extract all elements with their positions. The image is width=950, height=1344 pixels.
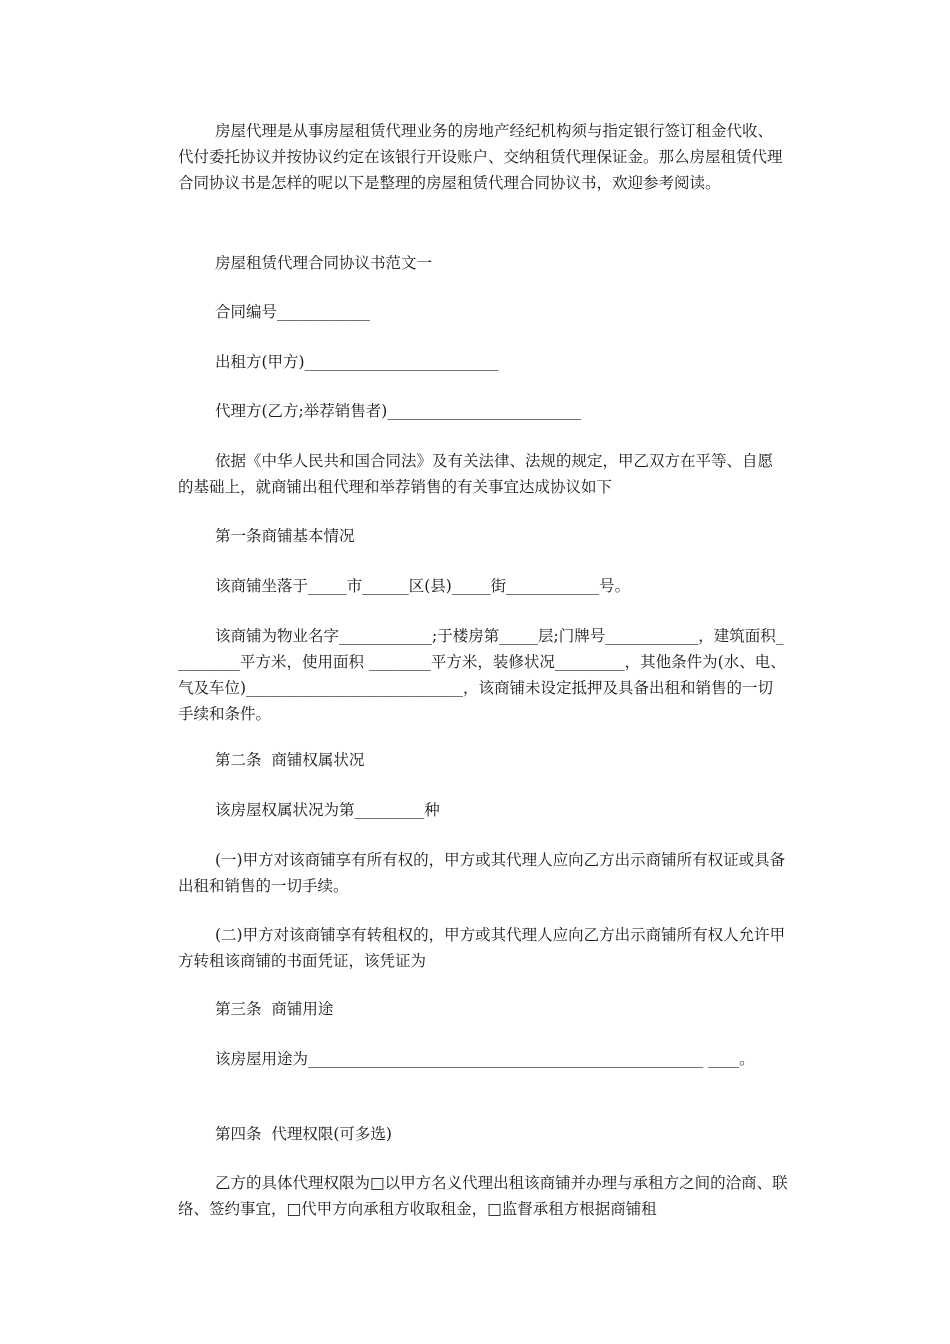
usage-line: 该房屋用途为___________________________________________________ ____。: [215, 1050, 755, 1068]
article-1-heading: 第一条商铺基本情况: [215, 527, 355, 545]
article-3-heading: 第三条 商铺用途: [215, 1000, 334, 1018]
article-2-heading: 第二条 商铺权属状况: [215, 751, 365, 769]
agency-scope-paragraph: 乙方的具体代理权限为□以甲方名义代理出租该商铺并办理与承租方之间的洽商、联络、签约事宜，□代甲方向承租方收取租金，□监督承租方根据商铺租: [178, 1174, 788, 1218]
intro-paragraph: 房屋代理是从事房屋租赁代理业务的房地产经纪机构须与指定银行签订租金代收、代付委托协议并按协议约定在该银行开设账户、交纳租赁代理保证金。那么房屋租赁代理合同协议书是怎样的呢以下是整理的房屋租赁代理合同协议书，欢迎参考阅读。: [178, 122, 783, 192]
article-4-heading: 第四条 代理权限(可多选): [215, 1125, 392, 1143]
ownership-clause-2: (二)甲方对该商铺享有转租权的，甲方或其代理人应向乙方出示商铺所有权人允许甲方转租该商铺的书面凭证，该凭证为: [178, 926, 786, 970]
contract-number-line: 合同编号____________: [215, 303, 371, 321]
ownership-clause-1: (一)甲方对该商铺享有所有权的，甲方或其代理人应向乙方出示商铺所有权证或具备出租和销售的一切手续。: [178, 851, 786, 895]
section-heading: 房屋租赁代理合同协议书范文一: [215, 254, 433, 272]
lessor-line: 出租方(甲方)_________________________: [215, 353, 499, 371]
shop-details-paragraph: 该商铺为物业名字____________;于楼房第_____层;门牌号____________，建筑面积_________平方米，使用面积 ________平方米，装修状况_________，其他条件为(水、电、气及车位)____________________________，该商铺未设定抵押及具备出租和销售的一切手续和条件。: [178, 627, 786, 723]
ownership-line: 该房屋权属状况为第_________种: [215, 801, 440, 819]
shop-location-line: 该商铺坐落于_____市______区(县)_____街____________号。: [215, 577, 631, 595]
agent-line: 代理方(乙方;举荐销售者)_________________________: [215, 402, 582, 420]
basis-paragraph: 依据《中华人民共和国合同法》及有关法律、法规的规定，甲乙双方在平等、自愿的基础上，就商铺出租代理和举荐销售的有关事宜达成协议如下: [178, 452, 774, 496]
